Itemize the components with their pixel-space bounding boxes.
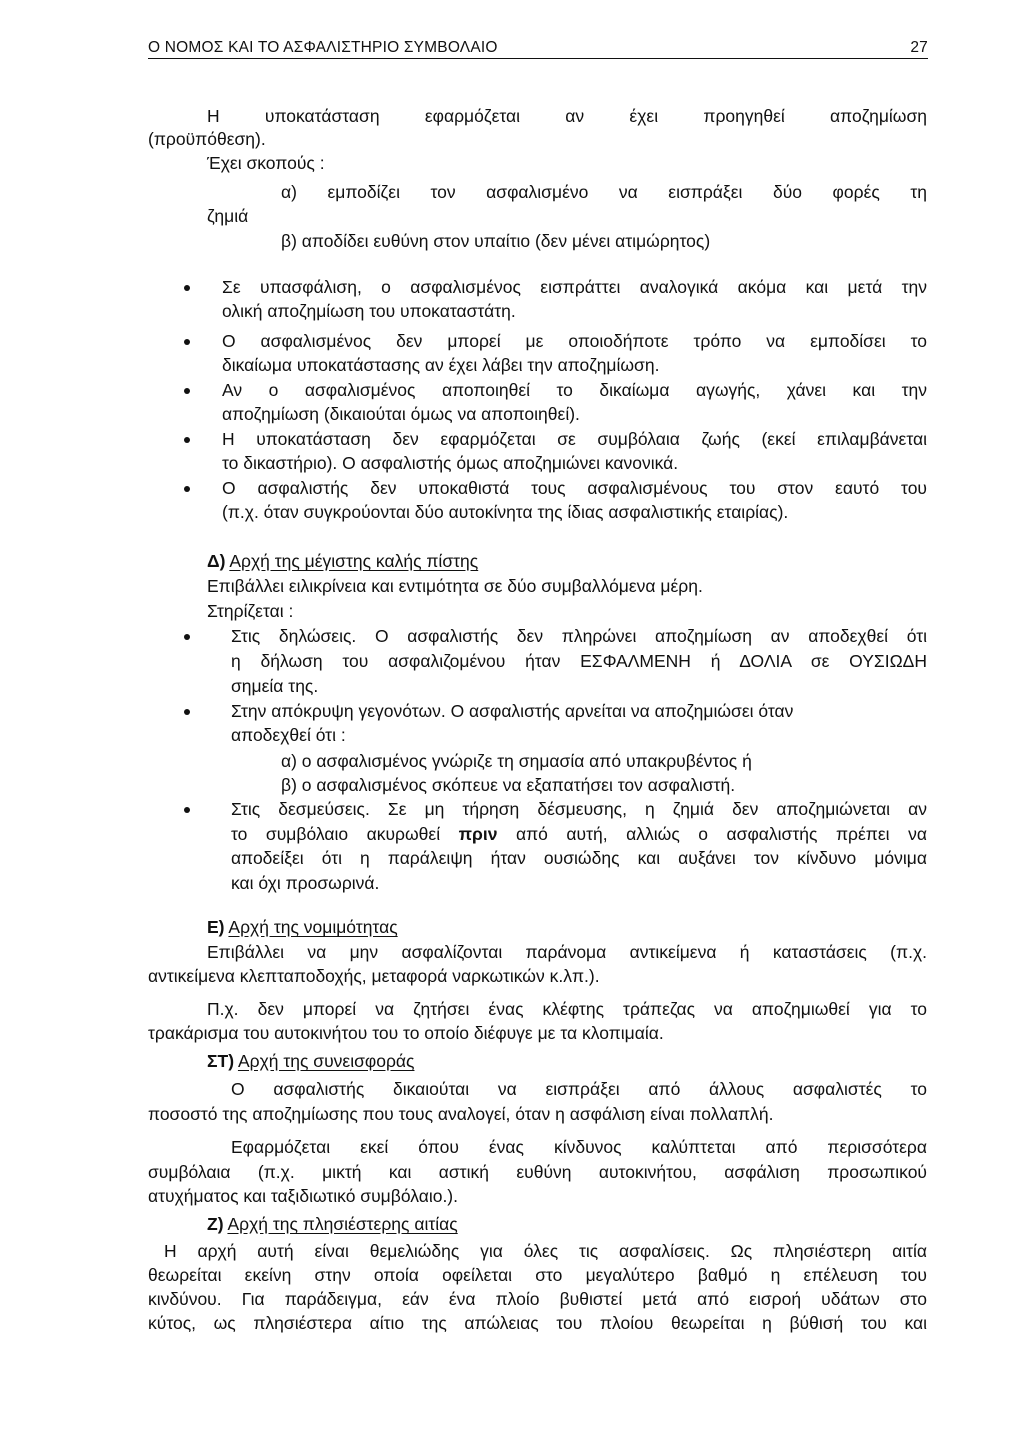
bullet-text: η δήλωση του ασφαλιζομένου ήταν ΕΣΦΑΛΜΕΝΗ ή ΔΟΛΙΑ σε ΟΥΣΙΩΔΗ (231, 651, 927, 671)
purpose-b: β) αποδίδει ευθύνη στον υπαίτιο (δεν μένει ατιμώρητος) (281, 231, 711, 251)
bullet-text: Σε υπασφάλιση, ο ασφαλισμένος εισπράττει αναλογικά ακόμα και μετά την (222, 277, 927, 297)
section-text: θεωρείται εκείνη στην οποία οφείλεται στο μεγαλύτερο βαθμό η επέλευση του (148, 1265, 927, 1285)
bullet-text: Αν ο ασφαλισμένος αποποιηθεί το δικαίωμα αγωγής, χάνει και την (222, 380, 927, 400)
section-letter: Ε) (207, 917, 225, 937)
bullet-text: Ο ασφαλισμένος δεν μπορεί με οποιοδήποτε τρόπο να εμποδίσει το (222, 331, 927, 351)
section-heading (207, 916, 398, 940)
section-heading (207, 1050, 414, 1074)
section-text: Επιβάλλει ειλικρίνεια και εντιμότητα σε δύο συμβαλλόμενα μέρη. (207, 576, 703, 596)
section-text: Εφαρμόζεται εκεί όπου ένας κίνδυνος καλύπτεται από περισσότερα (231, 1137, 927, 1157)
text-fragment: το συμβόλαιο ακυρωθεί (231, 824, 441, 844)
purpose-a: α) εμποδίζει τον ασφαλισμένο να εισπράξει δύο φορές τη (281, 182, 927, 202)
section-text: Ο ασφαλιστής δικαιούται να εισπράξει από άλλους ασφαλιστές το (231, 1079, 927, 1099)
sub-item: α) ο ασφαλισμένος γνώριζε τη σημασία από υπακρυβέντος ή (281, 751, 752, 771)
bullet-icon (184, 339, 190, 345)
bullet-icon (184, 486, 190, 492)
bullet-text: (π.χ. όταν συγκρούονται δύο αυτοκίνητα της ίδιας ασφαλιστικής εταιρίας). (222, 502, 789, 522)
intro-line: (προϋπόθεση). (148, 129, 266, 149)
bullet-text: Στην απόκρυψη γεγονότων. Ο ασφαλιστής αρνείται να αποζημιώσει όταν (231, 701, 794, 721)
section-title: Αρχή της μέγιστης καλής πίστης (229, 551, 479, 571)
bullet-text: Ο ασφαλιστής δεν υποκαθιστά τους ασφαλισμένους του στον εαυτό του (222, 478, 927, 498)
running-header (148, 38, 928, 59)
section-text: κινδύνου. Για παράδειγμα, εάν ένα πλοίο βυθιστεί μετά από εισροή υδάτων στο (148, 1289, 927, 1309)
section-letter: ΣΤ) (207, 1051, 235, 1071)
bullet-icon (184, 285, 190, 291)
bullet-icon (184, 807, 190, 813)
based-label: Στηρίζεται : (207, 601, 294, 621)
bullet-text: ολική αποζημίωση του υποκαταστάτη. (222, 301, 516, 321)
bullet-icon (184, 388, 190, 394)
section-title: Αρχή της συνεισφοράς (237, 1051, 415, 1071)
section-text: Επιβάλλει να μην ασφαλίζονται παράνομα αντικείμενα ή καταστάσεις (π.χ. (207, 942, 927, 962)
purposes-label: Έχει σκοπούς : (207, 153, 325, 173)
bullet-icon (184, 437, 190, 443)
bullet-text: Στις δεσμεύσεις. Σε μη τήρηση δέσμευσης, η ζημιά δεν αποζημιώνεται αν (231, 799, 927, 819)
section-title: Αρχή της πλησιέστερης αιτίας (227, 1214, 458, 1234)
bullet-text: αποδείξει ότι η παράλειψη ήταν ουσιώδης και αυξάνει τον κίνδυνο μόνιμα (231, 848, 927, 868)
page-number: 27 (910, 39, 928, 56)
section-letter: Δ) (207, 551, 226, 571)
purpose-a-cont: ζημιά (207, 206, 249, 226)
section-text: κύτος, ως πλησιέστερα αίτιο της απώλειας του πλοίου θεωρείται η βύθισή του και (148, 1313, 927, 1333)
bullet-text: αποζημίωση (δικαιούται όμως να αποποιηθεί). (222, 404, 580, 424)
bullet-text: σημεία της. (231, 676, 319, 696)
section-heading (207, 550, 478, 574)
section-text: συμβόλαια (π.χ. μικτή και αστική ευθύνη αυτοκινήτου, ασφάλιση προσωπικού (148, 1162, 927, 1182)
sub-item: β) ο ασφαλισμένος σκόπευε να εξαπατήσει τον ασφαλιστή. (281, 775, 736, 795)
section-text: ποσοστό της αποζημίωσης που τους αναλογεί, όταν η ασφάλιση είναι πολλαπλή. (148, 1104, 774, 1124)
section-text: τρακάρισμα του αυτοκινήτου του το οποίο διέφυγε με τα κλοπιμαία. (148, 1023, 664, 1043)
bullet-text: Στις δηλώσεις. Ο ασφαλιστής δεν πληρώνει αποζημίωση αν αποδεχθεί ότι (231, 626, 927, 646)
section-text: Η αρχή αυτή είναι θεμελιώδης για όλες τις ασφαλίσεις. Ως πλησιέστερη αιτία (164, 1241, 927, 1261)
bullet-icon (184, 634, 190, 640)
header-title: Ο ΝΟΜΟΣ ΚΑΙ ΤΟ ΑΣΦΑΛΙΣΤΗΡΙΟ ΣΥΜΒΟΛΑΙΟ (148, 39, 498, 56)
bullet-text (231, 823, 927, 847)
section-text: ατυχήματος και ταξιδιωτικό συμβόλαιο.). (148, 1186, 458, 1206)
section-text: Π.χ. δεν μπορεί να ζητήσει ένας κλέφτης τράπεζας να αποζημιωθεί για το (207, 999, 927, 1019)
section-text: αντικείμενα κλεπταποδοχής, μεταφορά ναρκωτικών κ.λπ.). (148, 966, 600, 986)
section-letter: Ζ) (207, 1214, 224, 1234)
section-title: Αρχή της νομιμότητας (228, 917, 398, 937)
text-fragment: από αυτή, αλλιώς ο ασφαλιστής πρέπει να (515, 824, 927, 844)
bullet-text: δικαίωμα υποκατάστασης αν έχει λάβει την αποζημίωση. (222, 355, 660, 375)
section-heading (207, 1213, 458, 1237)
emphasis-text: πριν (458, 824, 498, 844)
bullet-text: Η υποκατάσταση δεν εφαρμόζεται σε συμβόλαια ζωής (εκεί επιλαμβάνεται (222, 429, 927, 449)
bullet-text: και όχι προσωρινά. (231, 873, 380, 893)
bullet-icon (184, 709, 190, 715)
bullet-text: αποδεχθεί ότι : (231, 725, 346, 745)
bullet-text: το δικαστήριο). Ο ασφαλιστής όμως αποζημιώνει κανονικά. (222, 453, 679, 473)
intro-line: Η υποκατάσταση εφαρμόζεται αν έχει προηγηθεί αποζημίωση (207, 106, 927, 126)
